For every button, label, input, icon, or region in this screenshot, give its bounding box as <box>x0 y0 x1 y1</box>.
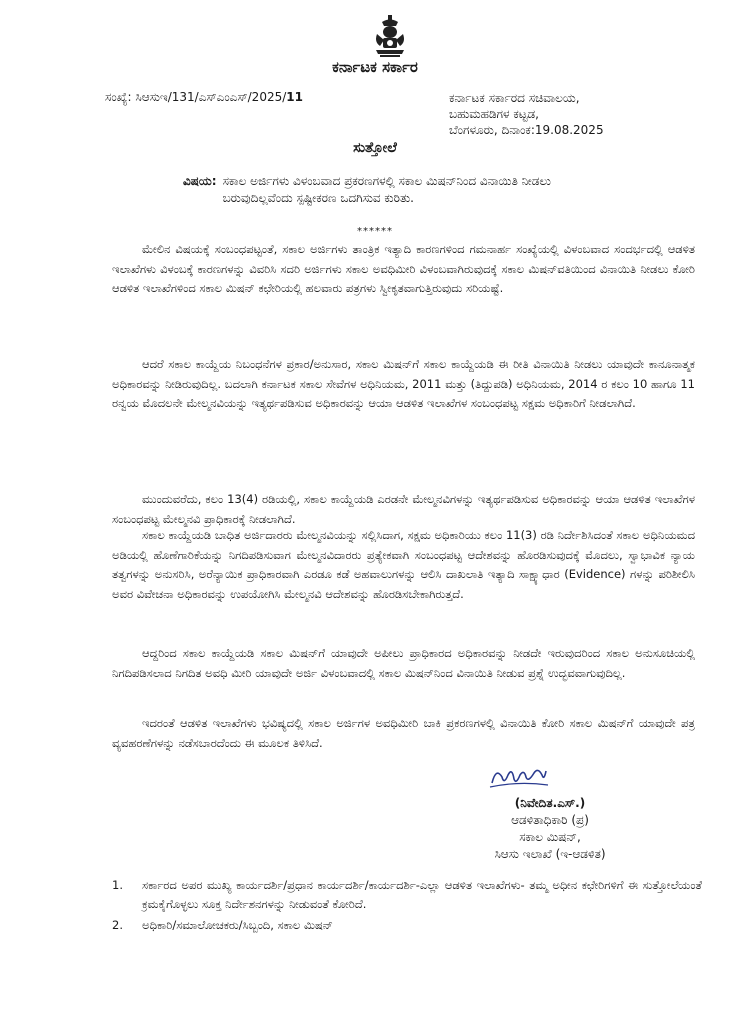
signatory-designation: ಆಡಳಿತಾಧಿಕಾರಿ (ಪ್ರ) <box>511 813 589 827</box>
list-item-number: 2. <box>112 918 123 932</box>
body-paragraph: ಮುಂದುವರೆದು, ಕಲಂ 13(4) ರಡಿಯಲ್ಲಿ, ಸಕಾಲ ಕಾಯ್ದೆಯಡಿ ಎರಡನೇ ಮೇಲ್ಮನವಿಗಳನ್ನು ಇತ್ಯರ್ಥಪಡಿಸುವ ಅಧಿಕಾರವನ್ನು ಆಯಾ ಆಡಳಿತ ಇಲಾಖೆಗಳ ಸಂಬಂಧಪಟ್ಟ ಮೇಲ್ಮನವಿ ಪ್ರಾಧಿಕಾರಕ್ಕೆ ನೀಡಲಾಗಿದೆ. <box>112 492 695 526</box>
reference-serial: 11 <box>286 90 303 104</box>
signatory-department: ಸಿಆಸು ಇಲಾಖೆ (ಇ-ಆಡಳಿತ) <box>494 847 606 861</box>
signatory-name: (ನಿವೇದಿತ.ಎಸ್.) <box>514 796 586 810</box>
list-item-number: 1. <box>112 878 123 892</box>
government-title: ಕರ್ನಾಟಕ ಸರ್ಕಾರ <box>332 58 418 76</box>
circular-title: ಸುತ್ತೋಲೆ <box>353 140 397 156</box>
office-address <box>449 90 604 138</box>
signature-block <box>460 795 640 863</box>
subject-label: ವಿಷಯ: <box>183 174 217 188</box>
separator: ****** <box>357 226 393 237</box>
reference-number <box>105 90 303 105</box>
copy-to-list <box>112 876 702 937</box>
address-line: ಬಹುಮಹಡಿಗಳ ಕಟ್ಟಡ, <box>449 107 539 121</box>
body-paragraph: ಮೇಲಿನ ವಿಷಯಕ್ಕೆ ಸಂಬಂಧಪಟ್ಟಂತೆ, ಸಕಾಲ ಅರ್ಜಿಗಳು ತಾಂತ್ರಿಕ ಇತ್ಯಾದಿ ಕಾರಣಗಳಿಂದ ಗಮನಾರ್ಹ ಸಂಖ್ಯೆಯಲ್ಲಿ ವಿಳಂಬವಾದ ಸಂದರ್ಭದಲ್ಲಿ ಆಡಳಿತ ಇಲಾಖೆಗಳು ವಿಳಂಬಕ್ಕೆ ಕಾರಣಗಳನ್ನು ವಿವರಿಸಿ ಸದರಿ ಅರ್ಜಿಗಳು ಸಕಾಲ ಅವಧಿಮೀರಿ ವಿಳಂಬವಾಗಿರುವುದಕ್ಕೆ ಸಕಾಲ ಮಿಷನ್‌ವತಿಯಿಂದ ವಿನಾಯಿತಿ ನೀಡಲು ಕೋರಿ ಆಡಳಿತ ಇಲಾಖೆಗಳಿಂದ ಸಕಾಲ ಮಿಷನ್ ಕಛೇರಿಯಲ್ಲಿ ಹಲವಾರು ಪತ್ರಗಳು ಸ್ವೀಕೃತವಾಗುತ್ತಿರುವುದು ಸರಿಯಷ್ಟೆ. <box>112 242 695 295</box>
subject-text: ಸಕಾಲ ಅರ್ಜಿಗಳು ವಿಳಂಬವಾದ ಪ್ರಕರಣಗಳಲ್ಲಿ ಸಕಾಲ ಮಿಷನ್‌ನಿಂದ ವಿನಾಯಿತಿ ನೀಡಲು ಬರುವುದಿಲ್ಲವೆಂದು ಸ್ಪಷ್ಟೀಕರಣ ಒದಗಿಸುವ ಕುರಿತು. <box>222 174 551 205</box>
list-item <box>112 916 702 935</box>
list-item <box>112 876 702 914</box>
subject-block <box>183 173 623 207</box>
body-paragraph: ಆದ್ದರಿಂದ ಸಕಾಲ ಕಾಯ್ದೆಯಡಿ ಸಕಾಲ ಮಿಷನ್‌ಗೆ ಯಾವುದೇ ಅಪೀಲು ಪ್ರಾಧಿಕಾರದ ಅಧಿಕಾರವನ್ನು ನೀಡದೇ ಇರುವುದರಿಂದ ಸಕಾಲ ಅನುಸೂಚಿಯಲ್ಲಿ ನಿಗದಿಪಡಿಸಲಾದ ನಿಗದಿತ ಅವಧಿ ಮೀರಿ ಯಾವುದೇ ಅರ್ಜಿ ವಿಳಂಬವಾದಲ್ಲಿ ಸಕಾಲ ಮಿಷನ್‌ನಿಂದ ವಿನಾಯಿತಿ ನೀಡುವ ಪ್ರಶ್ನೆ ಉದ್ಭವವಾಗುವುದಿಲ್ಲ. <box>112 646 695 680</box>
signatory-office: ಸಕಾಲ ಮಿಷನ್, <box>519 830 581 844</box>
address-date-line: ಬೆಂಗಳೂರು, ದಿನಾಂಕ:19.08.2025 <box>449 123 604 137</box>
list-item-text: ಅಧಿಕಾರಿ/ಸಮಾಲೋಚಕರು/ಸಿಬ್ಬಂದಿ, ಸಕಾಲ ಮಿಷನ್ <box>142 918 333 932</box>
body-paragraph: ಸಕಾಲ ಕಾಯ್ದೆಯಡಿ ಬಾಧಿತ ಅರ್ಜಿದಾರರು ಮೇಲ್ಮನವಿಯನ್ನು ಸಲ್ಲಿಸಿದಾಗ, ಸಕ್ಷಮ ಅಧಿಕಾರಿಯು ಕಲಂ 11(3) ರಡಿ ನಿರ್ದೇಶಿಸಿದಂತೆ ಸಕಾಲ ಅಧಿನಿಯಮದ ಅಡಿಯಲ್ಲಿ ಹೊಣೆಗಾರಿಕೆಯನ್ನು ನಿಗದಿಪಡಿಸುವಾಗ ಮೇಲ್ಮನವಿದಾರರು ಪ್ರತ್ಯೇಕವಾಗಿ ಸಂಬಂಧಪಟ್ಟ ಆದೇಶವನ್ನು ಹೊರಡಿಸುವುದಕ್ಕೆ ಮೊದಲು, ಸ್ವಾಭಾವಿಕ ನ್ಯಾಯ ತತ್ವಗಳನ್ನು ಅನುಸರಿಸಿ, ಅರೆನ್ಯಾಯಿಕ ಪ್ರಾಧಿಕಾರವಾಗಿ ಎರಡೂ ಕಡೆ ಅಹವಾಲುಗಳನ್ನು ಆಲಿಸಿ ದಾಖಲಾತಿ ಇತ್ಯಾದಿ ಸಾಕ್ಷ್ಯಾಧಾರ (Evidence) ಗಳನ್ನು ಪರಿಶೀಲಿಸಿ ಅವರ ವಿವೇಚನಾ ಅಧಿಕಾರವನ್ನು ಉಪಯೋಗಿಸಿ ಮೇಲ್ಮನವಿ ಆದೇಶವನ್ನು ಹೊರಡಿಸಬೇಕಾಗಿರುತ್ತದೆ. <box>112 528 695 601</box>
body-paragraph: ಇದರಂತೆ ಆಡಳಿತ ಇಲಾಖೆಗಳು ಭವಿಷ್ಯದಲ್ಲಿ ಸಕಾಲ ಅರ್ಜಿಗಳ ಅವಧಿಮೀರಿ ಬಾಕಿ ಪ್ರಕರಣಗಳಲ್ಲಿ ವಿನಾಯಿತಿ ಕೋರಿ ಸಕಾಲ ಮಿಷನ್‌ಗೆ ಯಾವುದೇ ಪತ್ರ ವ್ಯವಹರಣೆಗಳನ್ನು ನಡೆಸಬಾರದೆಂದು ಈ ಮೂಲಕ ತಿಳಿಸಿದೆ. <box>112 716 695 750</box>
signature-icon <box>488 763 550 791</box>
body-paragraph: ಆದರೆ ಸಕಾಲ ಕಾಯ್ದೆಯ ನಿಬಂಧನೆಗಳ ಪ್ರಕಾರ/ಅನುಸಾರ, ಸಕಾಲ ಮಿಷನ್‌ಗೆ ಸಕಾಲ ಕಾಯ್ದೆಯಡಿ ಈ ರೀತಿ ವಿನಾಯಿತಿ ನೀಡಲು ಯಾವುದೇ ಕಾನೂನಾತ್ಮಕ ಅಧಿಕಾರವನ್ನು ನೀಡಿರುವುದಿಲ್ಲ. ಬದಲಾಗಿ ಕರ್ನಾಟಕ ಸಕಾಲ ಸೇವೆಗಳ ಅಧಿನಿಯಮ, 2011 ಮತ್ತು (ತಿದ್ದುಪಡಿ) ಅಧಿನಿಯಮ, 2014 ರ ಕಲಂ 10 ಹಾಗೂ 11 ರನ್ವಯ ಮೊದಲನೇ ಮೇಲ್ಮನವಿಯನ್ನು ಇತ್ಯರ್ಥಪಡಿಸುವ ಅಧಿಕಾರವನ್ನು ಆಯಾ ಆಡಳಿತ ಇಲಾಖೆಗಳ ಸಂಬಂಧಪಟ್ಟ ಸಕ್ಷಮ ಅಧಿಕಾರಿಗೆ ನೀಡಲಾಗಿದೆ. <box>112 357 695 410</box>
karnataka-emblem-icon <box>372 14 408 58</box>
reference-prefix: ಸಂಖ್ಯೆ: ಸಿಆಸುಇ/131/ಎಸ್‌ಎಂಎಸ್/2025/ <box>105 90 287 104</box>
address-line: ಕರ್ನಾಟಕ ಸರ್ಕಾರದ ಸಚಿವಾಲಯ, <box>449 91 580 105</box>
list-item-text: ಸರ್ಕಾರದ ಅಪರ ಮುಖ್ಯ ಕಾರ್ಯದರ್ಶಿ/ಪ್ರಧಾನ ಕಾರ್ಯದರ್ಶಿ/ಕಾರ್ಯದರ್ಶಿ-ಎಲ್ಲಾ ಆಡಳಿತ ಇಲಾಖೆಗಳು- ತಮ್ಮ ಅಧೀನ ಕಛೇರಿಗಳಿಗೆ ಈ ಸುತ್ತೋಲೆಯಂತೆ ಕ್ರಮಕೈಗೊಳ್ಳಲು ಸೂಕ್ತ ನಿರ್ದೇಶನಗಳನ್ನು ನೀಡುವಂತೆ ಕೋರಿದೆ. <box>142 878 702 911</box>
